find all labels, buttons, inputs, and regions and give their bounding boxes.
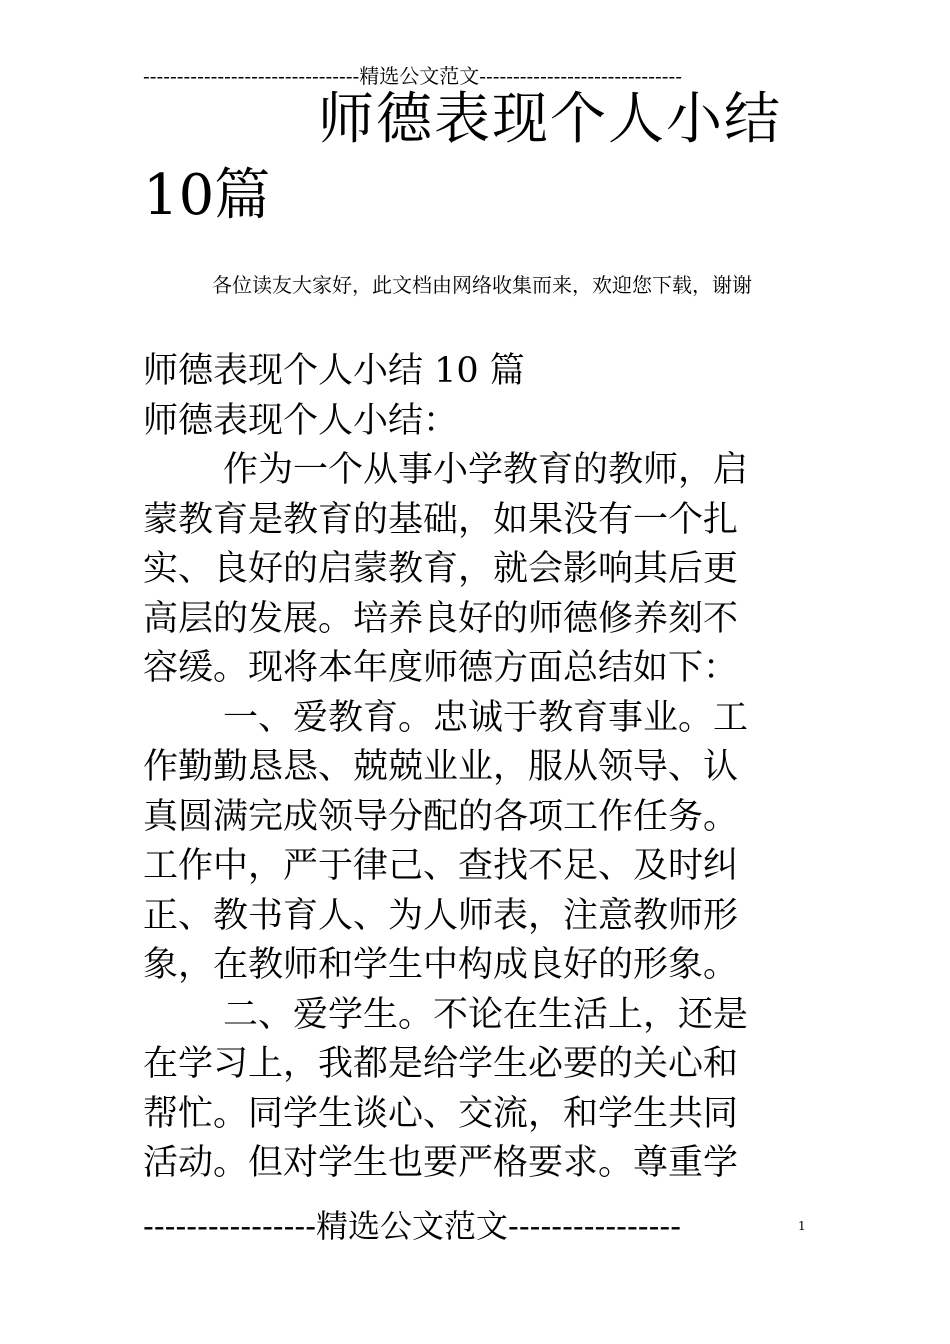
body-line: 正、教书育人、为人师表，注意教师形 <box>143 895 739 936</box>
body-line: 在学习上，我都是给学生必要的关心和 <box>143 1044 739 1084</box>
body-line: 蒙教育是教育的基础，如果没有一个扎 <box>143 499 739 540</box>
body-line: 活动。但对学生也要严格要求。尊重学 <box>143 1143 739 1183</box>
body-line: 二、爱学生。不论在生活上，还是 <box>223 994 749 1035</box>
page-header: --------------------------------精选公文范文------------------------------ <box>143 64 682 88</box>
body-line: 象，在教师和学生中构成良好的形象。 <box>143 945 739 985</box>
document-title-line-2: 10篇 <box>143 163 271 228</box>
body-line: 师德表现个人小结： <box>143 400 459 441</box>
body-line: 作勤勤恳恳、兢兢业业，服从领导、认 <box>143 747 739 787</box>
page-number: 1 <box>798 1219 806 1233</box>
greeting-text: 各位读友大家好，此文档由网络收集而来，欢迎您下载，谢谢 <box>212 273 752 297</box>
body-line: 工作中，严于律己、查找不足、及时纠 <box>143 846 739 886</box>
body-line: 容缓。现将本年度师德方面总结如下： <box>143 648 739 688</box>
body-line: 一、爱教育。忠诚于教育事业。工 <box>223 697 749 738</box>
document-title-line-1: 师德表现个人小结 <box>318 87 782 152</box>
body-line: 真圆满完成领导分配的各项工作任务。 <box>143 796 739 837</box>
body-line: 高层的发展。培养良好的师德修养刻不 <box>143 598 739 639</box>
body-line: 师德表现个人小结 10 篇 <box>143 351 525 391</box>
body-line: 帮忙。同学生谈心、交流，和学生共同 <box>143 1093 739 1134</box>
document-body <box>143 347 805 1189</box>
body-line: 作为一个从事小学教育的教师，启 <box>223 450 749 490</box>
body-line: 实、良好的启蒙教育，就会影响其后更 <box>143 549 739 589</box>
page-footer: ----------------精选公文范文---------------- <box>143 1207 682 1245</box>
